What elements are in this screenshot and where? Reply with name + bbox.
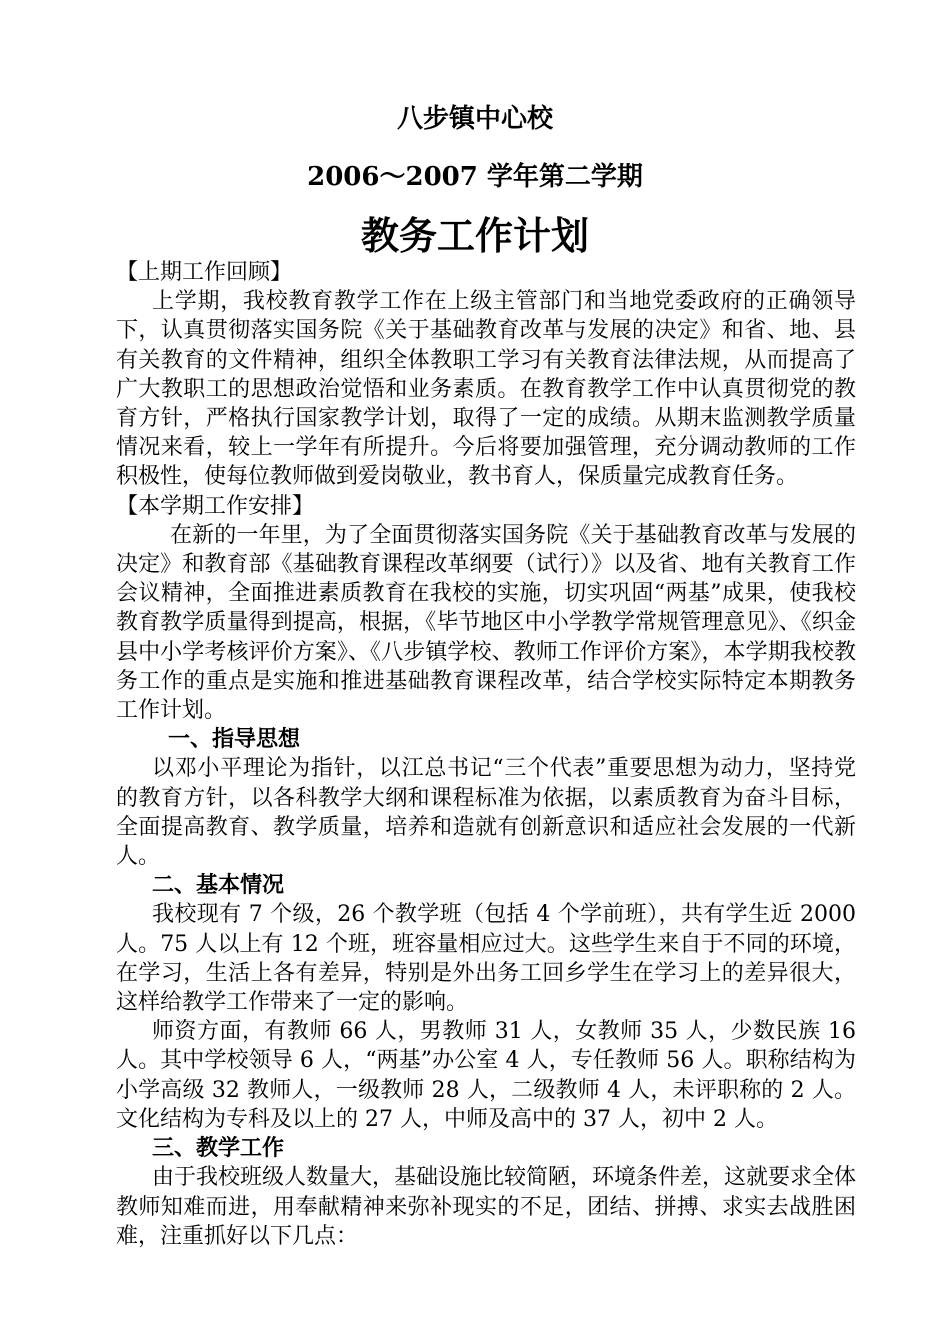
basic-paragraph-students: 我校现有 7 个级，26 个教学班（包括 4 个学前班），共有学生近 2000 人。75 人以上有 12 个班，班容量相应过大。这些学生来自于不同的环境，在学习，生活上各有差异，特别是外出务工回乡学生在学习上的差异很大，这样给教学工作带来了一定的影响。 xyxy=(116,902,856,1016)
document-body xyxy=(116,258,856,1251)
basic-paragraph-teachers: 师资方面，有教师 66 人，男教师 31 人，女教师 35 人，少数民族 16 人。其中学校领导 6 人，“两基”办公室 4 人，专任教师 56 人。职称结构为小学高级 32 教师人，一级教师 28 人，二级教师 4 人，未评职称的 2 人。文化结构为专科及以上的 27 人，中师及高中的 37 人，初中 2 人。 xyxy=(116,1019,856,1132)
plan-paragraph: 在新的一年里，为了全面贯彻落实国务院《关于基础教育改革与发展的决定》和教育部《基础教育课程改革纲要（试行）》以及省、地有关教育工作会议精神，全面推进素质教育在我校的实施，切实巩固“两基”成果，使我校教育教学质量得到提高，根据，《毕节地区中小学教学常规管理意见》、《织金县中小学考核评价方案》、《八步镇学校、教师工作评价方案》，本学期我校教务工作的重点是实施和推进基础教育课程改革，结合学校实际特定本期教务工作计划。 xyxy=(116,522,856,724)
teaching-paragraph: 由于我校班级人数量大，基础设施比较简陋，环境条件差，这就要求全体教师知难而进，用奉献精神来弥补现实的不足，团结、拼搏、求实去战胜困难，注重抓好以下几点： xyxy=(116,1165,857,1249)
review-paragraph: 上学期，我校教育教学工作在上级主管部门和当地党委政府的正确领导下，认真贯彻落实国务院《关于基础教育改革与发展的决定》和省、地、县有关教育的文件精神，组织全体教职工学习有关教育法律法规，从而提高了广大教职工的思想政治觉悟和业务素质。在教育教学工作中认真贯彻党的教育方针，严格执行国家教学计划，取得了一定的成绩。从期末监测教学质量情况来看，较上一学年有所提升。今后将要加强管理，充分调动教师的工作积极性，使每位教师做到爱岗敬业，教书育人，保质量完成教育任务。 xyxy=(116,289,856,490)
guiding-paragraph: 以邓小平理论为指针，以江总书记“三个代表”重要思想为动力，坚持党的教育方针，以各科教学大纲和课程标准为依据，以素质教育为奋斗目标，全面提高教育、教学质量，培养和造就有创新意识和适应社会发展的一代新人。 xyxy=(116,756,856,870)
teaching-heading: 三、教学工作 xyxy=(152,1135,285,1162)
basic-heading: 二、基本情况 xyxy=(152,872,285,899)
plan-heading: 【本学期工作安排】 xyxy=(116,493,315,519)
guiding-heading: 一、指导思想 xyxy=(168,726,301,753)
school-name: 八步镇中心校 xyxy=(396,104,553,134)
review-heading: 【上期工作回顾】 xyxy=(116,260,293,285)
document-title: 教务工作计划 xyxy=(360,213,589,258)
term-line: 2006～2007 学年第二学期 xyxy=(307,162,643,192)
